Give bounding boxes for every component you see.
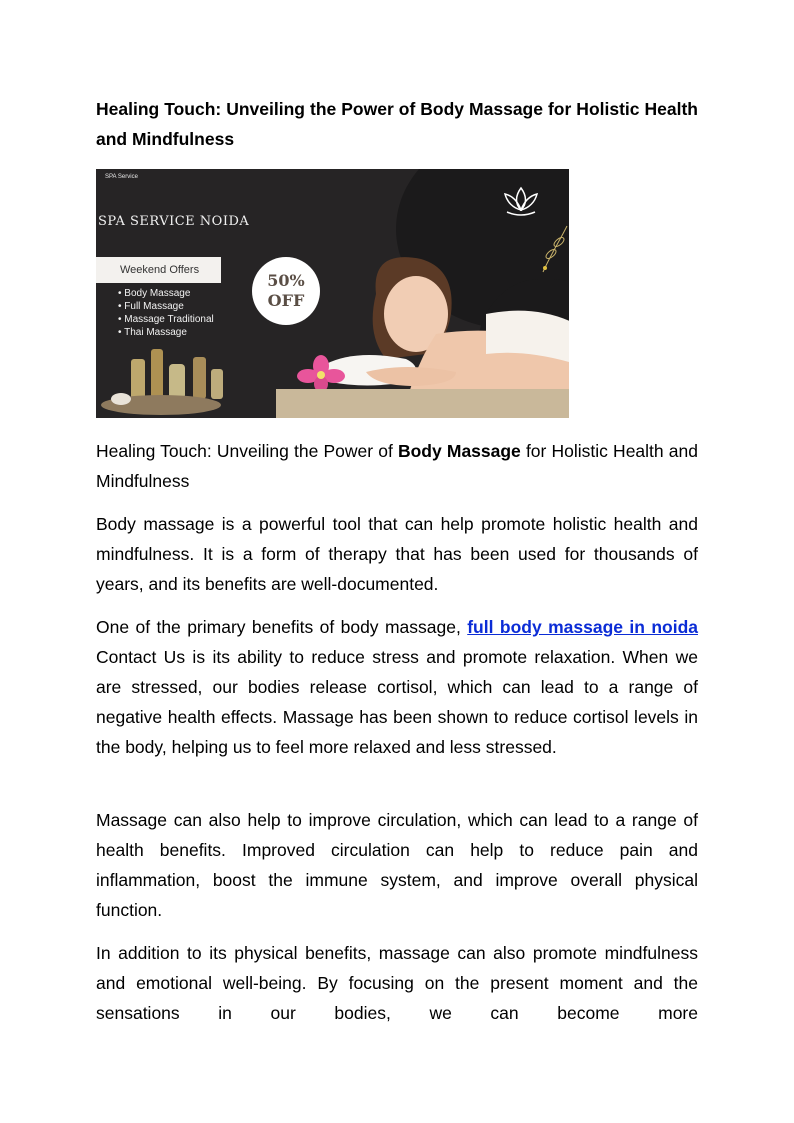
- weekend-offers-tag: Weekend Offers: [96, 257, 221, 283]
- offer-item: • Thai Massage: [118, 326, 214, 339]
- intro-paragraph: Healing Touch: Unveiling the Power of Body Massage for Holistic Health and Mindfulness: [96, 441, 698, 491]
- paragraph-5: In addition to its physical benefits, massage can also promote mindfulness and emotional well-being. By focusing on the present moment and the sensations in our bodies, we can become more: [96, 943, 698, 1023]
- document-title: Healing Touch: Unveiling the Power of Body Massage for Holistic Health and Mindfulness: [96, 99, 698, 149]
- lotus-icon: [501, 184, 541, 220]
- oil-bottles-photo: [101, 339, 241, 418]
- banner-headline: SPA SERVICE NOIDA: [98, 214, 250, 229]
- offer-item: • Massage Traditional: [118, 313, 214, 326]
- offer-item: • Body Massage: [118, 287, 214, 300]
- body-massage-bold: Body Massage: [397, 441, 521, 461]
- banner-small-label: SPA Service: [105, 174, 138, 180]
- bamboo-mat: [276, 389, 569, 418]
- offer-item: • Full Massage: [118, 300, 214, 313]
- discount-badge: 50% OFF: [252, 257, 320, 325]
- offers-list: [118, 287, 214, 339]
- paragraph-3: One of the primary benefits of body massage, full body massage in noida Contact Us is its ability to reduce stress and promote relaxation. When we are stressed, our bodies release cortisol, which can lead to a range of negative health effects. Massage has been shown to reduce cortisol levels in the body, helping us to feel more relaxed and less stressed.: [96, 617, 698, 757]
- paragraph-4: Massage can also help to improve circulation, which can lead to a range of health benefits. Improved circulation can help to reduce pain and inflammation, boost the immune system, and improve overall physical function.: [96, 810, 698, 920]
- full-body-massage-link[interactable]: full body massage in noida: [467, 617, 698, 637]
- paragraph-2: Body massage is a powerful tool that can help promote holistic health and mindfulness. It is a form of therapy that has been used for thousands of years, and its benefits are well-documented.: [96, 514, 698, 594]
- orchid-flower-icon: [296, 354, 346, 394]
- spa-banner-image: [96, 169, 569, 418]
